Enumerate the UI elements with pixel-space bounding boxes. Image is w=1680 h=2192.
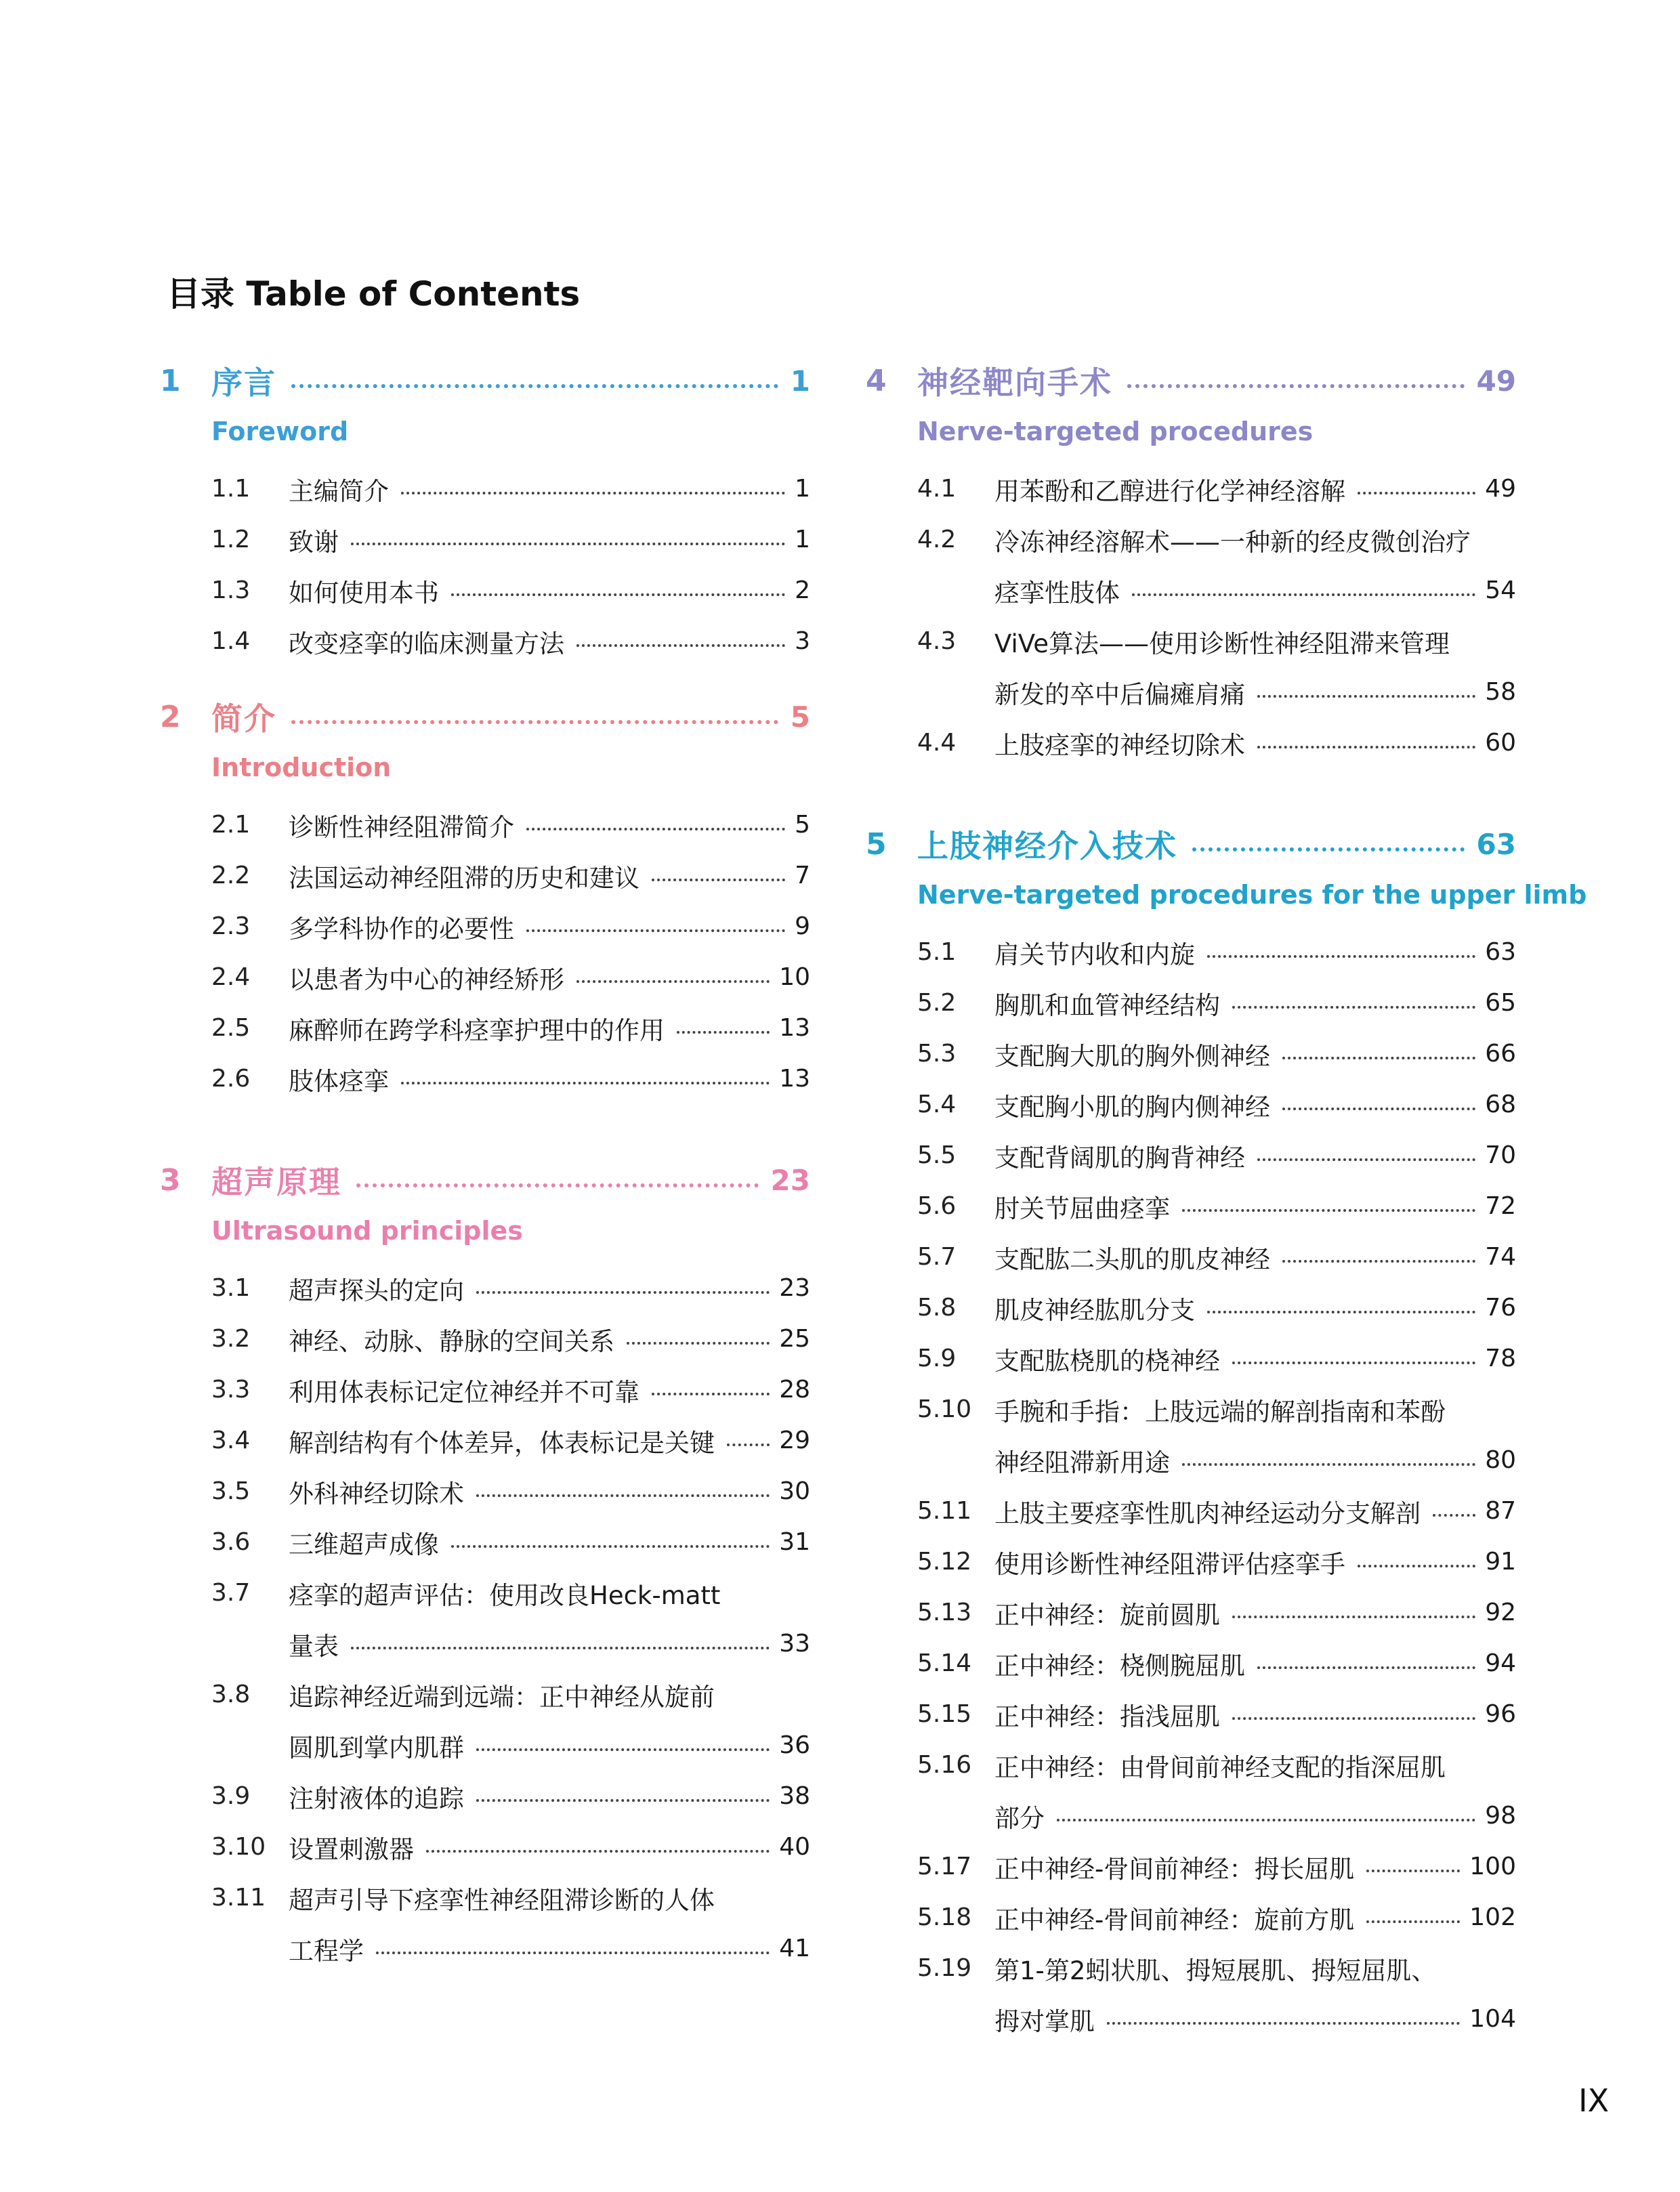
entry-page: 29 — [779, 1427, 810, 1454]
entry-number: 5.1 — [917, 938, 957, 966]
dot-leader — [576, 644, 785, 647]
entry-title: 上肢主要痉挛性肌肉神经运动分支解剖 — [994, 1498, 1421, 1528]
entry-page: 63 — [1485, 938, 1516, 966]
entry-title: 三维超声成像 — [289, 1530, 439, 1559]
entry-title: 正中神经：指浅屈肌 — [994, 1702, 1220, 1731]
chapter-2 — [160, 696, 810, 1104]
dot-leader — [376, 1952, 770, 1954]
entry-number: 3.1 — [211, 1274, 251, 1302]
entry-page: 40 — [779, 1833, 810, 1861]
chapter-subtitle: Introduction — [211, 753, 392, 782]
entry-number: 4.4 — [917, 729, 957, 757]
entry-page: 13 — [779, 1014, 810, 1042]
entry-page: 54 — [1485, 576, 1516, 604]
entry-title: 新发的卒中后偏瘫肩痛 — [994, 679, 1245, 709]
toc-entry[interactable] — [866, 1689, 1516, 1740]
entry-number: 3.8 — [211, 1681, 251, 1708]
entry-title: 支配背阔肌的胸背神经 — [994, 1143, 1245, 1173]
toc-entry[interactable] — [160, 616, 810, 667]
entry-number: 5.16 — [917, 1751, 972, 1779]
entry-title: 正中神经：由骨间前神经支配的指深屈肌 — [994, 1752, 1446, 1782]
dot-leader — [351, 1647, 770, 1649]
entry-title: 正中神经：桡侧腕屈肌 — [994, 1651, 1245, 1681]
entry-number: 5.2 — [917, 989, 957, 1017]
entry-number: 2.3 — [211, 912, 251, 940]
entry-title: 冷冻神经溶解术——一种新的经皮微创治疗 — [994, 527, 1471, 557]
toc-entry[interactable] — [160, 1821, 810, 1872]
entry-number: 5.19 — [917, 1954, 972, 1982]
chapter-4 — [866, 360, 1516, 768]
entry-title: 超声引导下痉挛性神经阻滞诊断的人体 — [289, 1885, 715, 1915]
toc-entry[interactable] — [866, 1587, 1516, 1638]
toc-entry[interactable] — [160, 514, 810, 565]
toc-entry[interactable] — [160, 1364, 810, 1415]
entry-page: 78 — [1485, 1345, 1516, 1372]
entry-title: 神经、动脉、静脉的空间关系 — [289, 1326, 614, 1356]
dot-leader — [727, 1443, 770, 1446]
entry-page: 60 — [1485, 729, 1516, 757]
entry-number: 5.13 — [917, 1599, 972, 1626]
toc-entry[interactable] — [866, 1384, 1516, 1435]
entry-title: 支配肱二头肌的肌皮神经 — [994, 1244, 1270, 1274]
toc-entry[interactable] — [160, 463, 810, 514]
dot-leader — [576, 980, 770, 983]
entry-page: 104 — [1469, 2005, 1516, 2033]
dot-leader — [1257, 1666, 1475, 1669]
chapter-title: 简介 — [211, 700, 276, 737]
chapter-title: 序言 — [211, 364, 276, 401]
entry-page: 92 — [1485, 1599, 1516, 1626]
toc-entry[interactable] — [160, 1669, 810, 1720]
dot-leader — [627, 1342, 770, 1345]
entry-title: 支配肱桡肌的桡神经 — [994, 1346, 1220, 1376]
entry-page: 3 — [795, 627, 810, 655]
chapter-number: 1 — [160, 363, 181, 398]
entry-page: 58 — [1485, 678, 1516, 706]
toc-entry[interactable] — [866, 514, 1516, 565]
chapter-number: 3 — [160, 1162, 181, 1198]
entry-page: 9 — [795, 912, 810, 940]
entry-number: 5.6 — [917, 1192, 957, 1220]
entry-page: 38 — [779, 1782, 810, 1810]
dot-leader — [1127, 384, 1465, 388]
dot-leader — [476, 1494, 770, 1497]
toc-right-column — [866, 360, 1587, 2044]
dot-leader — [1182, 1463, 1475, 1466]
entry-number: 3.2 — [211, 1325, 251, 1353]
toc-entry[interactable] — [866, 1994, 1516, 2044]
entry-page: 1 — [795, 526, 810, 553]
entry-page: 100 — [1469, 1853, 1516, 1880]
page-number: IX — [1578, 2082, 1610, 2119]
entry-number: 5.15 — [917, 1700, 972, 1728]
toc-entry[interactable] — [866, 1892, 1516, 1943]
dot-leader — [291, 384, 778, 388]
entry-page: 76 — [1485, 1294, 1516, 1322]
entry-title: 肌皮神经肱肌分支 — [994, 1295, 1195, 1325]
dot-leader — [401, 492, 785, 494]
toc-entry[interactable] — [866, 1181, 1516, 1231]
entry-number: 5.14 — [917, 1649, 972, 1677]
entry-page: 80 — [1485, 1446, 1516, 1474]
entry-number: 5.8 — [917, 1294, 957, 1322]
entry-number: 5.12 — [917, 1548, 972, 1576]
toc-entry[interactable] — [866, 1282, 1516, 1333]
entry-title: 工程学 — [289, 1936, 364, 1966]
entry-number: 1.3 — [211, 576, 251, 604]
chapter-heading[interactable] — [160, 696, 810, 737]
entry-number: 3.3 — [211, 1376, 251, 1404]
chapter-number: 5 — [866, 826, 887, 862]
dot-leader — [1107, 2022, 1460, 2025]
entry-list — [160, 463, 810, 667]
entry-title: 如何使用本书 — [289, 578, 439, 608]
dot-leader — [426, 1850, 770, 1853]
dot-leader — [476, 1748, 770, 1751]
entry-page: 94 — [1485, 1649, 1516, 1677]
dot-leader — [1358, 492, 1475, 494]
entry-page: 7 — [795, 862, 810, 889]
entry-title: 使用诊断性神经阻滞评估痉挛手 — [994, 1549, 1345, 1579]
toc-entry[interactable] — [160, 1618, 810, 1669]
entry-title: 圆肌到掌内肌群 — [289, 1733, 464, 1763]
dot-leader — [1207, 955, 1475, 958]
entry-number: 5.18 — [917, 1903, 972, 1931]
chapter-page: 23 — [770, 1163, 810, 1197]
entry-page: 98 — [1485, 1802, 1516, 1830]
entry-list — [866, 927, 1516, 2044]
entry-page: 30 — [779, 1477, 810, 1505]
entry-title: 用苯酚和乙醇进行化学神经溶解 — [994, 476, 1345, 506]
dot-leader — [1182, 1209, 1475, 1212]
entry-page: 13 — [779, 1065, 810, 1093]
toc-entry[interactable] — [866, 1943, 1516, 1994]
entry-number: 5.7 — [917, 1243, 957, 1271]
dot-leader — [677, 1031, 770, 1034]
toc-entry[interactable] — [866, 1536, 1516, 1587]
dot-leader — [451, 593, 785, 596]
entry-number: 2.6 — [211, 1065, 251, 1093]
entry-number: 2.2 — [211, 862, 251, 889]
chapter-number: 4 — [866, 363, 887, 398]
entry-page: 25 — [779, 1325, 810, 1353]
chapter-title: 神经靶向手术 — [917, 364, 1112, 401]
dot-leader — [1232, 1616, 1475, 1618]
dot-leader — [356, 1183, 759, 1187]
toc-entry[interactable] — [866, 1231, 1516, 1282]
chapter-heading[interactable] — [160, 1160, 810, 1200]
entry-title: ViVe算法——使用诊断性神经阻滞来管理 — [994, 629, 1450, 658]
toc-entry[interactable] — [866, 1790, 1516, 1841]
chapter-subtitle: Nerve-targeted procedures for the upper limb — [917, 880, 1587, 910]
entry-title: 第1-第2蚓状肌、拇短展肌、拇短屈肌、 — [994, 1956, 1437, 1985]
toc-entry[interactable] — [866, 717, 1516, 768]
entry-title: 利用体表标记定位神经并不可靠 — [289, 1377, 639, 1407]
entry-page: 10 — [779, 963, 810, 991]
entry-title: 外科神经切除术 — [289, 1479, 464, 1509]
entry-page: 66 — [1485, 1040, 1516, 1068]
dot-leader — [401, 1082, 770, 1084]
entry-page: 33 — [779, 1630, 810, 1658]
entry-title: 痉挛的超声评估：使用改良Heck-matt — [289, 1580, 721, 1610]
entry-number: 5.10 — [917, 1395, 972, 1423]
entry-title: 麻醉师在跨学科痉挛护理中的作用 — [289, 1015, 665, 1045]
entry-number: 1.2 — [211, 526, 251, 553]
dot-leader — [1366, 1920, 1460, 1923]
toc-entry[interactable] — [160, 1313, 810, 1364]
dot-leader — [1207, 1311, 1475, 1313]
entry-title: 主编简介 — [289, 476, 389, 506]
entry-title: 法国运动神经阻滞的历史和建议 — [289, 863, 639, 893]
toc-entry[interactable] — [160, 1053, 810, 1104]
entry-title: 支配胸大肌的胸外侧神经 — [994, 1041, 1270, 1071]
entry-title: 肘关节屈曲痉挛 — [994, 1194, 1170, 1223]
entry-title: 超声探头的定向 — [289, 1276, 464, 1305]
dot-leader — [1282, 1260, 1475, 1263]
chapter-page: 49 — [1476, 364, 1516, 398]
entry-page: 28 — [779, 1376, 810, 1404]
dot-leader — [351, 543, 785, 545]
dot-leader — [1257, 1158, 1475, 1161]
chapter-page: 63 — [1476, 827, 1516, 861]
dot-leader — [1358, 1565, 1475, 1567]
entry-page: 2 — [795, 576, 810, 604]
entry-number: 2.4 — [211, 963, 251, 991]
toc-entry[interactable] — [160, 799, 810, 850]
chapter-subtitle: Ultrasound principles — [211, 1216, 523, 1246]
entry-page: 41 — [779, 1935, 810, 1962]
dot-leader — [1282, 1108, 1475, 1110]
toc-entry[interactable] — [160, 952, 810, 1003]
chapter-page: 1 — [790, 364, 810, 398]
chapter-heading[interactable] — [160, 360, 810, 401]
toc-entry[interactable] — [160, 1872, 810, 1923]
dot-leader — [1366, 1870, 1460, 1872]
entry-page: 23 — [779, 1274, 810, 1302]
dot-leader — [1192, 847, 1465, 851]
entry-number: 5.11 — [917, 1497, 972, 1525]
entry-page: 96 — [1485, 1700, 1516, 1728]
entry-title: 部分 — [994, 1803, 1045, 1833]
entry-title: 痉挛性肢体 — [994, 578, 1120, 608]
entry-title: 上肢痉挛的神经切除术 — [994, 730, 1245, 760]
entry-number: 2.1 — [211, 811, 251, 839]
toc-entry[interactable] — [866, 1079, 1516, 1130]
entry-number: 4.1 — [917, 475, 957, 503]
entry-page: 1 — [795, 475, 810, 503]
toc-entry[interactable] — [866, 565, 1516, 616]
entry-title: 肩关节内收和内旋 — [994, 940, 1195, 969]
toc-entry[interactable] — [160, 901, 810, 952]
entry-title: 诊断性神经阻滞简介 — [289, 812, 514, 842]
entry-number: 4.3 — [917, 627, 957, 655]
entry-title: 设置刺激器 — [289, 1834, 414, 1864]
chapter-heading[interactable] — [866, 360, 1516, 401]
entry-title: 以患者为中心的神经矫形 — [289, 965, 564, 994]
entry-title: 追踪神经近端到远端：正中神经从旋前 — [289, 1682, 715, 1712]
entry-number: 3.6 — [211, 1528, 251, 1556]
toc-entry[interactable] — [866, 463, 1516, 514]
toc-entry[interactable] — [866, 977, 1516, 1028]
chapter-heading[interactable] — [866, 824, 1516, 864]
entry-number: 5.4 — [917, 1091, 957, 1118]
toc-entry[interactable] — [160, 1263, 810, 1313]
entry-title: 支配胸小肌的胸内侧神经 — [994, 1092, 1270, 1122]
dot-leader — [652, 879, 785, 881]
dot-leader — [1232, 1006, 1475, 1009]
entry-page: 49 — [1485, 475, 1516, 503]
entry-number: 4.2 — [917, 526, 957, 553]
dot-leader — [1232, 1717, 1475, 1720]
dot-leader — [1232, 1362, 1475, 1364]
entry-title: 正中神经：旋前圆肌 — [994, 1600, 1220, 1630]
entry-number: 3.11 — [211, 1884, 266, 1912]
chapter-page: 5 — [790, 700, 810, 734]
toc-entry[interactable] — [866, 1028, 1516, 1079]
toc-entry[interactable] — [866, 1740, 1516, 1790]
dot-leader — [1433, 1514, 1475, 1517]
entry-title: 致谢 — [289, 527, 339, 557]
toc-entry[interactable] — [160, 1771, 810, 1821]
entry-list — [160, 799, 810, 1104]
entry-title: 拇对掌肌 — [994, 2006, 1095, 2036]
chapter-5 — [866, 824, 1587, 2044]
entry-number: 3.7 — [211, 1579, 251, 1607]
entry-number: 3.9 — [211, 1782, 251, 1810]
toc-entry[interactable] — [866, 1130, 1516, 1181]
toc-entry[interactable] — [866, 1435, 1516, 1485]
entry-number: 3.4 — [211, 1427, 251, 1454]
toc-entry[interactable] — [866, 1485, 1516, 1536]
chapter-number: 2 — [160, 699, 181, 734]
chapter-title: 超声原理 — [211, 1164, 341, 1200]
toc-entry[interactable] — [866, 667, 1516, 717]
toc-entry[interactable] — [160, 1923, 810, 1974]
entry-page: 72 — [1485, 1192, 1516, 1220]
entry-page: 5 — [795, 811, 810, 839]
dot-leader — [476, 1799, 770, 1802]
toc-entry[interactable] — [866, 1841, 1516, 1892]
toc-entry[interactable] — [866, 1638, 1516, 1689]
dot-leader — [1257, 695, 1475, 698]
dot-leader — [652, 1393, 770, 1395]
dot-leader — [526, 929, 785, 932]
entry-number: 5.9 — [917, 1345, 957, 1372]
toc-entry[interactable] — [160, 1567, 810, 1618]
chapter-subtitle: Nerve-targeted procedures — [917, 417, 1314, 446]
toc-entry[interactable] — [866, 616, 1516, 667]
entry-page: 102 — [1469, 1903, 1516, 1931]
entry-title: 改变痉挛的临床测量方法 — [289, 629, 564, 658]
entry-list — [866, 463, 1516, 768]
chapter-3 — [160, 1160, 810, 1974]
dot-leader — [1057, 1819, 1475, 1821]
entry-number: 1.4 — [211, 627, 251, 655]
chapter-1 — [160, 360, 810, 667]
dot-leader — [1282, 1057, 1475, 1059]
entry-number: 2.5 — [211, 1014, 251, 1042]
entry-number: 5.5 — [917, 1141, 957, 1169]
entry-number: 1.1 — [211, 475, 251, 503]
entry-title: 胸肌和血管神经结构 — [994, 990, 1220, 1020]
toc-entry[interactable] — [866, 1333, 1516, 1384]
entry-page: 74 — [1485, 1243, 1516, 1271]
chapter-subtitle: Foreword — [211, 417, 349, 446]
entry-page: 36 — [779, 1731, 810, 1759]
entry-title: 手腕和手指：上肢远端的解剖指南和苯酚 — [994, 1397, 1446, 1427]
entry-title: 正中神经-骨间前神经：旋前方肌 — [994, 1905, 1355, 1935]
entry-title: 神经阻滞新用途 — [994, 1448, 1170, 1477]
entry-number: 3.10 — [211, 1833, 266, 1861]
entry-page: 68 — [1485, 1091, 1516, 1118]
toc-left-column — [160, 360, 810, 1974]
entry-title: 肢体痉挛 — [289, 1066, 389, 1096]
toc-entry[interactable] — [160, 1720, 810, 1771]
dot-leader — [526, 828, 785, 830]
entry-title: 正中神经-骨间前神经：拇长屈肌 — [994, 1854, 1355, 1884]
entry-page: 31 — [779, 1528, 810, 1556]
entry-list — [160, 1263, 810, 1974]
entry-number: 5.3 — [917, 1040, 957, 1068]
entry-title: 多学科协作的必要性 — [289, 914, 514, 944]
dot-leader — [291, 720, 778, 724]
dot-leader — [1257, 746, 1475, 749]
toc-entry[interactable] — [160, 850, 810, 901]
entry-title: 量表 — [289, 1631, 339, 1661]
toc-entry[interactable] — [866, 927, 1516, 977]
entry-page: 87 — [1485, 1497, 1516, 1525]
toc-entry[interactable] — [160, 1466, 810, 1517]
entry-number: 3.5 — [211, 1477, 251, 1505]
page-title: 目录 Table of Contents — [167, 274, 581, 314]
chapter-title: 上肢神经介入技术 — [917, 828, 1177, 864]
dot-leader — [476, 1291, 770, 1294]
entry-title: 解剖结构有个体差异，体表标记是关键 — [289, 1428, 715, 1458]
toc-entry[interactable] — [160, 1415, 810, 1466]
toc-entry[interactable] — [160, 565, 810, 616]
dot-leader — [451, 1545, 770, 1548]
entry-page: 70 — [1485, 1141, 1516, 1169]
toc-entry[interactable] — [160, 1517, 810, 1567]
entry-number: 5.17 — [917, 1853, 972, 1880]
entry-page: 91 — [1485, 1548, 1516, 1576]
dot-leader — [1132, 593, 1475, 596]
toc-entry[interactable] — [160, 1003, 810, 1053]
entry-title: 注射液体的追踪 — [289, 1784, 464, 1813]
entry-page: 65 — [1485, 989, 1516, 1017]
